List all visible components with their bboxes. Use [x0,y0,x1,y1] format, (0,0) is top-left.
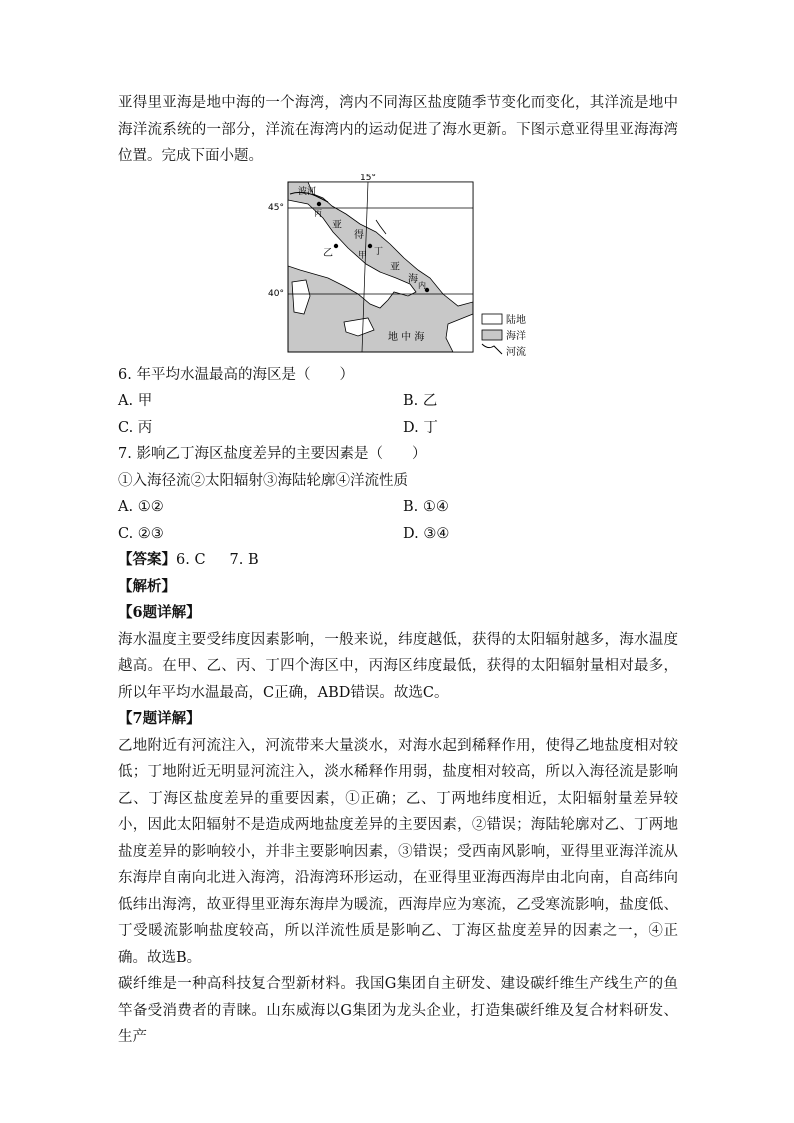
q7-option-a: A. ①② [118,499,164,515]
yi-label: 乙 [323,247,333,259]
intro-paragraph: 亚得里亚海是地中海的一个海湾，湾内不同海区盐度随季节变化而变化，其洋流是地中海洋流系统的一部分，洋流在海湾内的运动促进了海水更新。下图示意亚得里亚海海湾位置。完成下面小题。 [118,95,678,164]
lat-45-label: 45° [268,202,284,213]
q7-options-row2 [118,521,678,548]
answer-line [118,547,678,574]
nei-label: 内 [418,280,426,290]
q7-detail-text: 乙地附近有河流注入，河流带来大量淡水，对海水起到稀释作用，使得乙地盐度相对较低；丁地附近无明显河流注入，淡水稀释作用弱，盐度相对较高，所以入海径流是影响乙、丁海区盐度差异的重要因素，①正确；乙、丁两地纬度相近，太阳辐射量差异较小，因此太阳辐射不是造成两地盐度差异的主要因素，②错误；海陆轮廓对乙、丁两地盐度差异的影响较小，并非主要影响因素，③错误；受西南风影响，亚得里亚海洋流从东海岸自南向北进入海湾，沿海湾环形运动，在亚得里亚海西海岸由北向南，自高纬向低纬出海湾，故亚得里亚海东海岸为暖流，西海岸应为寒流，乙受寒流影响，盐度低、丁受暖流影响盐度较高，所以洋流性质是影响乙、丁海区盐度差异的因素之一，④正确。故选B。 [118,737,678,966]
q6-detail-text: 海水温度主要受纬度因素影响，一般来说，纬度越低，获得的太阳辐射越多，海水温度越高。在甲、乙、丙、丁四个海区中，丙海区纬度最低，获得的太阳辐射量相对最多，所以年平均水温最高，C正确，ABD错误。故选C。 [118,631,678,701]
q6-option-d: D. 丁 [403,419,438,436]
q6-stem: 6. 年平均水温最高的海区是（ ） [118,366,354,383]
q7-detail-label: 【7题详解】 [118,710,201,727]
legend-river-swatch [482,344,502,354]
jia-label: 甲 [358,250,368,261]
legend-land-label: 陆地 [506,314,526,326]
hai-label: 海 [408,273,418,285]
legend-river-label: 河流 [506,346,526,358]
q7-options-row1 [118,494,678,521]
q6-option-c: C. 丙 [118,419,153,436]
document-page [118,90,678,1051]
ya1-label: 亚 [332,219,342,231]
answer-6: 6. C [176,552,206,568]
ding-label: 丁 [374,246,384,257]
legend-ocean-label: 海洋 [506,330,526,342]
legend-land-swatch [482,314,502,324]
q6-option-b: B. 乙 [403,393,438,409]
point-bing-marker [317,201,321,205]
analysis-label: 【解析】 [118,577,176,595]
po-river-label: 波河 [298,186,317,197]
map-figure [118,174,678,360]
q6-options-row2 [118,415,678,442]
lon-label: 15° [360,173,376,183]
next-intro-paragraph: 碳纤维是一种高科技复合型新材料。我国G集团自主研发、建设碳纤维生产线生产的鱼竿备受消费者的青睐。山东威海以G集团为龙头企业，打造集碳纤维及复合材料研发、生产 [118,976,678,1045]
q7-option-c: C. ②③ [118,525,164,542]
de-label: 得 [354,229,364,241]
q7-factors: ①入海径流②太阳辐射③海陆轮廓④洋流性质 [118,472,408,489]
bing-label: 丙 [314,208,322,218]
legend-ocean-swatch [482,330,502,340]
q7-stem: 7. 影响乙丁海区盐度差异的主要因素是（ ） [118,446,427,462]
lat-40-label: 40° [268,288,284,299]
answer-label: 【答案】 [118,551,176,568]
adriatic-map [118,174,678,360]
q6-detail-label: 【6题详解】 [118,604,201,621]
point-yi-marker [334,243,338,247]
ya2-label: 亚 [390,261,400,273]
q6-option-a: A. 甲 [118,393,153,409]
mediterranean-label: 地 中 海 [388,331,425,343]
q7-option-b: B. ①④ [403,499,449,515]
answer-7: 7. B [229,552,259,568]
q6-options-row1 [118,388,678,415]
point-jia-marker [368,243,372,247]
q7-option-d: D. ③④ [403,525,450,542]
